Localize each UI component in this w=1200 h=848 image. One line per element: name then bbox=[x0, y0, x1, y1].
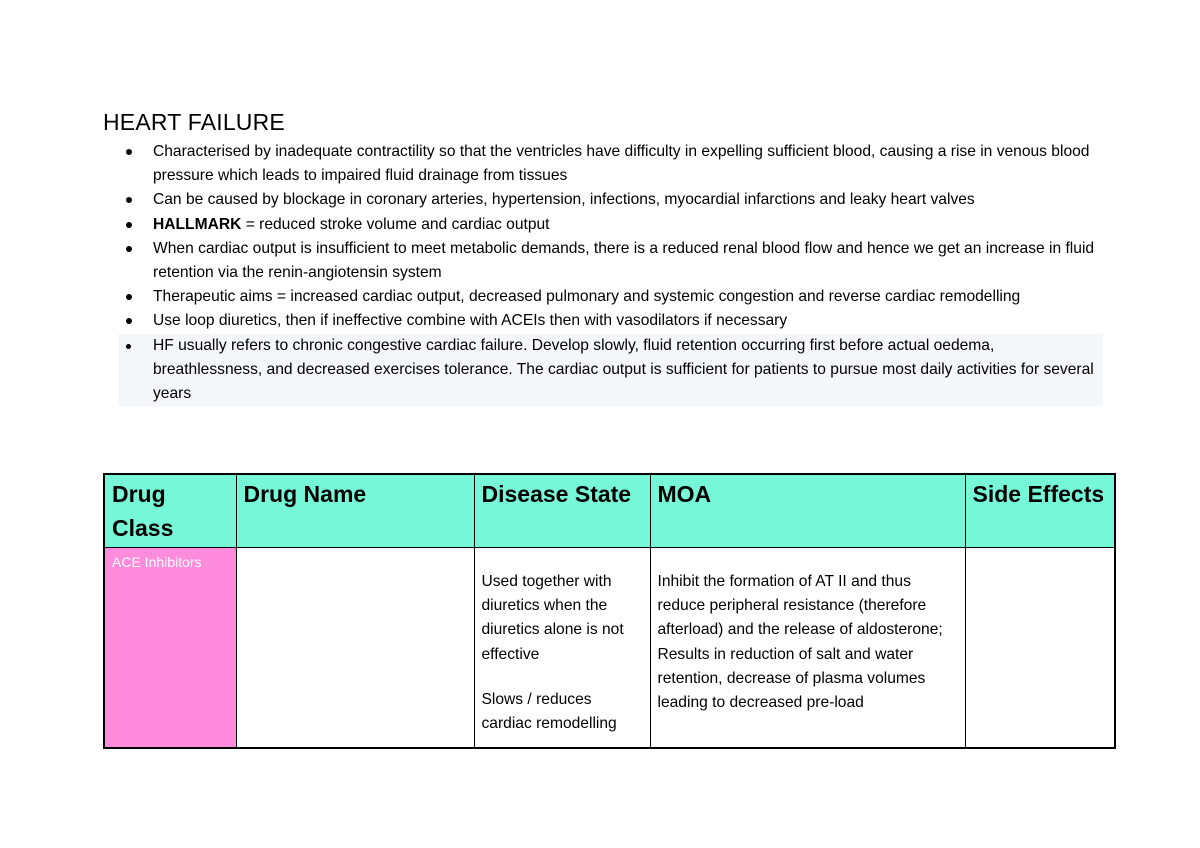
cell-drug-class: ACE Inhibitors bbox=[104, 548, 236, 749]
bullet-icon bbox=[126, 294, 132, 300]
cell-disease-state bbox=[474, 548, 650, 749]
bullet-list bbox=[118, 140, 1103, 406]
bullet-text: Characterised by inadequate contractility so that the ventricles have difficulty in expelling sufficient blood, causing a rise in venous blood pressure which leads to impaired fluid drainage from tissues bbox=[153, 143, 1090, 185]
bullet-text: = reduced stroke volume and cardiac output bbox=[241, 215, 550, 233]
header-disease-state: Disease State bbox=[474, 474, 650, 548]
bullet-icon bbox=[126, 197, 132, 203]
list-item bbox=[118, 140, 1103, 188]
bullet-icon bbox=[126, 318, 132, 324]
header-drug-name: Drug Name bbox=[236, 474, 474, 548]
hallmark-label: HALLMARK bbox=[153, 215, 242, 233]
bullet-icon bbox=[126, 344, 131, 349]
list-item bbox=[118, 237, 1103, 285]
list-item bbox=[118, 188, 1103, 212]
list-item bbox=[118, 309, 1103, 333]
disease-state-text-2: Slows / reduces cardiac remodelling bbox=[481, 690, 617, 733]
page-title: HEART FAILURE bbox=[103, 109, 285, 135]
bullet-icon bbox=[126, 222, 132, 228]
cell-side-effects bbox=[965, 548, 1115, 749]
moa-text: Inhibit the formation of AT II and thus reduce peripheral resistance (therefore afterload) and the release of aldosterone; Results in reduction of salt and water retention, decrease of plasma volumes leading to decreased pre-load bbox=[657, 573, 943, 712]
bullet-text: Can be caused by blockage in coronary arteries, hypertension, infections, myocardial infarctions and leaky heart valves bbox=[153, 191, 975, 209]
bullet-icon bbox=[126, 246, 132, 252]
list-item bbox=[118, 285, 1103, 309]
list-item bbox=[118, 213, 1103, 237]
table-header-row bbox=[104, 474, 1115, 548]
list-item bbox=[118, 334, 1103, 407]
paragraph-gap bbox=[482, 667, 643, 688]
header-drug-class: Drug Class bbox=[104, 474, 236, 548]
bullet-text: HF usually refers to chronic congestive cardiac failure. Develop slowly, fluid retention occurring first before actual oedema, breathlessness, and decreased exercises tolerance. The cardiac output is sufficient for patients to pursue most daily activities for several years bbox=[153, 336, 1094, 403]
cell-moa bbox=[650, 548, 965, 749]
drug-table bbox=[103, 473, 1116, 749]
bullet-icon bbox=[126, 149, 132, 155]
header-side-effects: Side Effects bbox=[965, 474, 1115, 548]
header-moa: MOA bbox=[650, 474, 965, 548]
cell-drug-name bbox=[236, 548, 474, 749]
bullet-text: Therapeutic aims = increased cardiac output, decreased pulmonary and systemic congestion and reverse cardiac remodelling bbox=[153, 288, 1021, 306]
table-row bbox=[104, 548, 1115, 749]
bullet-text: When cardiac output is insufficient to meet metabolic demands, there is a reduced renal blood flow and hence we get an increase in fluid retention via the renin-angiotensin system bbox=[153, 239, 1095, 282]
disease-state-text-1: Used together with diuretics when the diuretics alone is not effective bbox=[481, 573, 624, 663]
bullet-text: Use loop diuretics, then if ineffective combine with ACEIs then with vasodilators if necessary bbox=[153, 312, 788, 330]
